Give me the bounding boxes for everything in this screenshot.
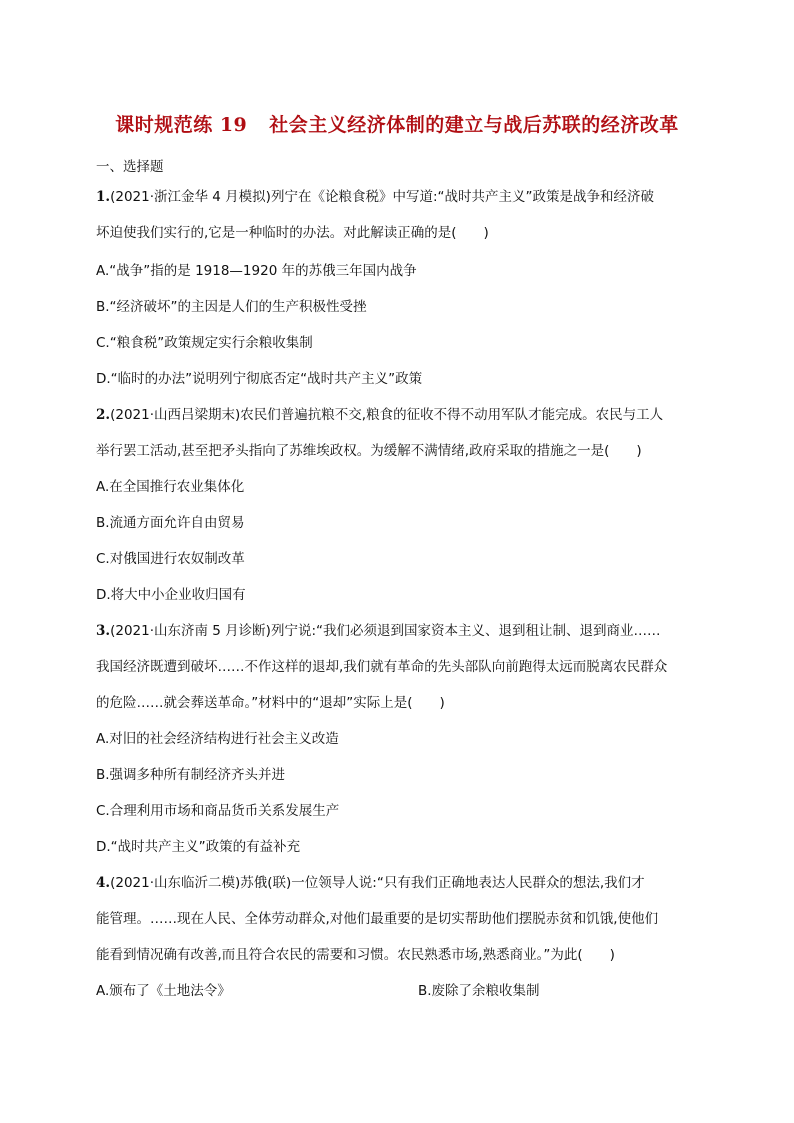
question-3-option-b: B.强调多种所有制经济齐头并进 (96, 767, 286, 783)
question-2-option-a: A.在全国推行农业集体化 (96, 479, 245, 495)
question-number: 4. (96, 875, 111, 891)
section-heading: 一、选择题 (96, 159, 164, 175)
question-4-options-row (96, 982, 540, 1000)
question-2-stem-line-2: 举行罢工活动,甚至把矛头指向了苏维埃政权。为缓解不满情绪,政府采取的措施之一是( ) (96, 443, 642, 459)
question-1-option-d: D.“临时的办法”说明列宁彻底否定“战时共产主义”政策 (96, 371, 423, 387)
question-2-option-b: B.流通方面允许自由贸易 (96, 515, 245, 531)
question-number: 1. (96, 189, 111, 205)
question-2-option-c: C.对俄国进行农奴制改革 (96, 551, 245, 567)
question-4-stem-line-1: 4.(2021·山东临沂二模)苏俄(联)一位领导人说:“只有我们正确地表达人民群众的想法,我们才 (96, 875, 645, 891)
question-3-stem-line-1: 3.(2021·山东济南 5 月诊断)列宁说:“我们必须退到国家资本主义、退到租让制、退到商业…… (96, 623, 661, 639)
question-2-stem-line-1: 2.(2021·山西吕梁期末)农民们普遍抗粮不交,粮食的征收不得不动用军队才能完成。农民与工人 (96, 407, 664, 423)
page-title (0, 110, 794, 137)
question-number: 2. (96, 407, 111, 423)
title-lesson: 课时规范练 19 (115, 114, 248, 136)
question-4-option-a: A.颁布了《土地法令》 (96, 983, 231, 999)
question-3-stem-line-2: 我国经济既遭到破坏……不作这样的退却,我们就有革命的先头部队向前跑得太远而脱离农民群众 (96, 659, 668, 675)
question-4-stem-line-2: 能管理。……现在人民、全体劳动群众,对他们最重要的是切实帮助他们摆脱赤贫和饥饿,使他们 (96, 911, 659, 927)
question-1-option-a: A.“战争”指的是 1918—1920 年的苏俄三年国内战争 (96, 263, 417, 279)
question-3-option-a: A.对旧的社会经济结构进行社会主义改造 (96, 731, 339, 747)
question-3-option-d: D.“战时共产主义”政策的有益补充 (96, 839, 301, 855)
question-1-option-c: C.“粮食税”政策规定实行余粮收集制 (96, 335, 313, 351)
question-3-stem-line-3: 的危险……就会葬送革命。”材料中的“退却”实际上是( ) (96, 695, 445, 711)
question-2-option-d: D.将大中小企业收归国有 (96, 587, 246, 603)
question-4-option-b: B.废除了余粮收集制 (418, 983, 540, 999)
question-1-option-b: B.“经济破坏”的主因是人们的生产积极性受挫 (96, 299, 367, 315)
question-1-stem-line-1: 1.(2021·浙江金华 4 月模拟)列宁在《论粮食税》中写道:“战时共产主义”政策是战争和经济破 (96, 189, 654, 205)
question-3-option-c: C.合理利用市场和商品货币关系发展生产 (96, 803, 340, 819)
question-1-stem-line-2: 坏迫使我们实行的,它是一种临时的办法。对此解读正确的是( ) (96, 225, 489, 241)
question-number: 3. (96, 623, 111, 639)
title-topic: 社会主义经济体制的建立与战后苏联的经济改革 (269, 114, 679, 136)
question-4-stem-line-3: 能看到情况确有改善,而且符合农民的需要和习惯。农民熟悉市场,熟悉商业。”为此( ) (96, 947, 615, 963)
